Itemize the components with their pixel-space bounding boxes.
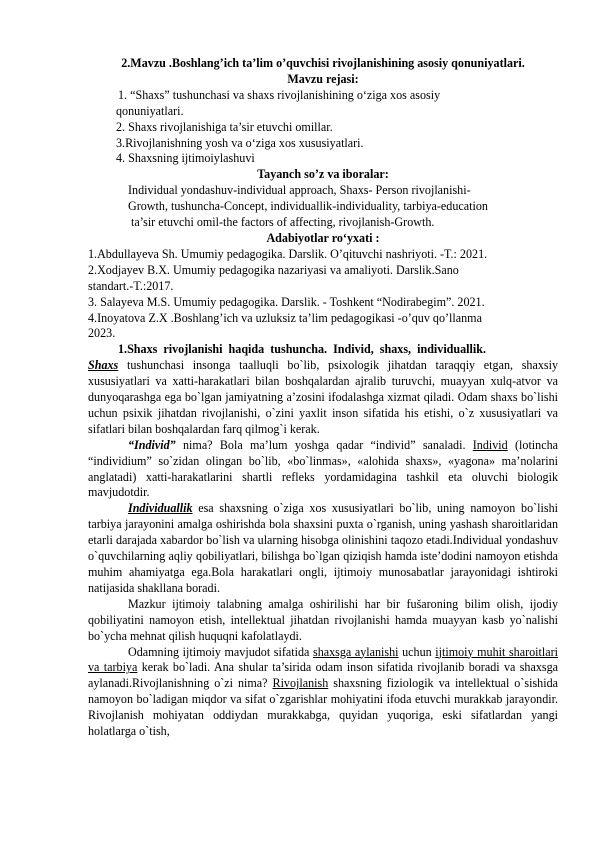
paragraph-text: uchun (398, 644, 436, 659)
paragraph-text: (lotincha “individium” so`zidan olingan bo`lib, «bo`linmas», «alohida shaxs», «yagona» ma’nolarini anglatadi) xatti-harakatlarini shartli refleks yordamidagina tashkil eta oluvchi biologik mavjudotdir. (88, 437, 558, 500)
paragraph-shaxs (88, 358, 558, 438)
reference-line: 2023. (88, 326, 116, 341)
keywords-line: Individual yondashuv-individual approach, Shaxs- Person rivojlanishi- (128, 183, 471, 198)
paragraph-odamning (88, 645, 558, 740)
underlined-term: Individ (472, 437, 508, 452)
keywords-heading: Tayanch so’z va iboralar: (257, 167, 389, 182)
paragraph-text: tushunchasi insonga taalluqli bo`lib, psixologik jihatdan taraqqiy etgan, shaxsiy xususiyatlari va xatti-harakatlari bilan boshqalardan ajralib turuvchi, muayyan xulq-atvor va dunyoqarashga ega bo`lgan jamiyatning a’zosini ifodalashga xizmat qiladi. Odam shaxs bo`lishi uchun psixik jihatdan rivojlanishi, o`zini yaxlit inson sifatida his etishi, o`z xususiyatlari va sifatlari bilan boshqalardan farq qilmog`i kerak. (88, 358, 558, 436)
paragraph-text: Odamning ijtimoiy mavjudot sifatida (128, 644, 313, 659)
paragraph-text: nima? Bola ma’lum yoshga qadar “individ” sanaladi. (175, 437, 473, 452)
reference-line: 1.Abdullayeva Sh. Umumiy pedagogika. Darslik. O’qituvchi nashriyoti. -T.: 2021. (88, 246, 488, 261)
term-individ: “Individ” (128, 437, 176, 452)
reference-line: 4.Inoyatova Z.X .Boshlang’ich va uzluksiz ta’lim pedagogikasi -o’quv qo’llanma (88, 310, 482, 325)
paragraph-mazkur (88, 597, 558, 645)
plan-item: qonuniyatlari. (116, 103, 184, 118)
paragraph-text: shaxsning fiziologik va intellektual o`sishida namoyon bo`ladigan miqdor va sifat o`zgarishlar mohiyatini ifoda etuvchi murakkab jarayondir. Rivojlanish mohiyatan oddiydan murakkabga, quyidan yuqoriga, eski sifatlardan yangi holatlarga o`tish, (88, 676, 558, 739)
document-page (88, 56, 558, 740)
paragraph-text: esa shaxsning o`ziga xos xususiyatlari bo`lib, uning namoyon bo`lishi tarbiya jarayonini amalga oshirishda bola shaxsini puxta o`rganish, uning yashash sharoitlaridan etarli darajada xabardor bo`lish va ularning hisobga olinishini taqozo etadi.Individual yondashuv o`quvchilarning aqliy qobiliyatlari, bilishga bo`lgan qiziqish hamda iste’dodini namoyon etishda muhim ahamiyatga ega.Bola harakatlari ongli, ijtimoiy munosabatlar jarayonidagi ishtiroki natijasida shakllana boradi. (88, 501, 558, 595)
reference-line: standart.-T.:2017. (88, 278, 174, 293)
references-heading: Adabiyotlar ro‘yxati : (266, 230, 380, 245)
keywords-line: ta’sir etuvchi omil-the factors of affecting, rivojlanish-Growth. (128, 215, 435, 230)
underlined-term: shaxsga aylanishi (312, 644, 399, 659)
term-shaxs: Shaxs (88, 358, 119, 373)
document-title: 2.Mavzu .Boshlang’ich ta’lim o’quvchisi rivojlanishining asosiy qonuniyatlari. (121, 56, 525, 70)
section-heading: 1.Shaxs rivojlanishi haqida tushuncha. Individ, shaxs, individuallik. (118, 342, 487, 357)
reference-line: 3. Salayeva M.S. Umumiy pedagogika. Darslik. - Toshkent “Nodirabegim”. 2021. (88, 294, 485, 309)
paragraph-text: kerak bo`ladi. Ana shular ta’sirida odam inson sifatida rivojlanib boradi va shaxsga aylanadi.Rivojlanishning o`zi nima? (88, 660, 559, 691)
reference-line: 2.Xodjayev B.X. Umumiy pedagogika nazariyasi va amaliyoti. Darslik.Sano (88, 262, 459, 277)
plan-heading: Mavzu rejasi: (287, 71, 359, 86)
plan-item: 4. Shaxsning ijtimoiylashuvi (116, 151, 255, 166)
plan-item: 1. “Shaxs” tushunchasi va shaxs rivojlanishining o‘ziga xos asosiy (118, 87, 441, 102)
underlined-term: ijtimoiy muhit sharoitlari va tarbiya (88, 644, 558, 675)
paragraph-text: Mazkur ijtimoiy talabning amalga oshirilishi har bir fušaroning bilim olish, ijodiy qobiliyatini namoyon etish, intellektual jihatdan rivojlanishi hamda muayyan kasb yo`nalishi bo`ycha mehnat qilish huquqni kafolatlaydi. (88, 596, 558, 643)
underlined-term: Rivojlanish (272, 676, 329, 691)
keywords-line: Growth, tushuncha-Concept, individuallik-individuality, tarbiya-education (128, 199, 488, 214)
paragraph-individuallik (88, 501, 558, 596)
term-individuallik: Individuallik (128, 501, 193, 516)
plan-item: 3.Rivojlanishning yosh va o‘ziga xos xususiyatlari. (116, 135, 364, 150)
plan-item: 2. Shaxs rivojlanishiga ta’sir etuvchi omillar. (116, 119, 333, 134)
paragraph-individ (88, 438, 558, 502)
